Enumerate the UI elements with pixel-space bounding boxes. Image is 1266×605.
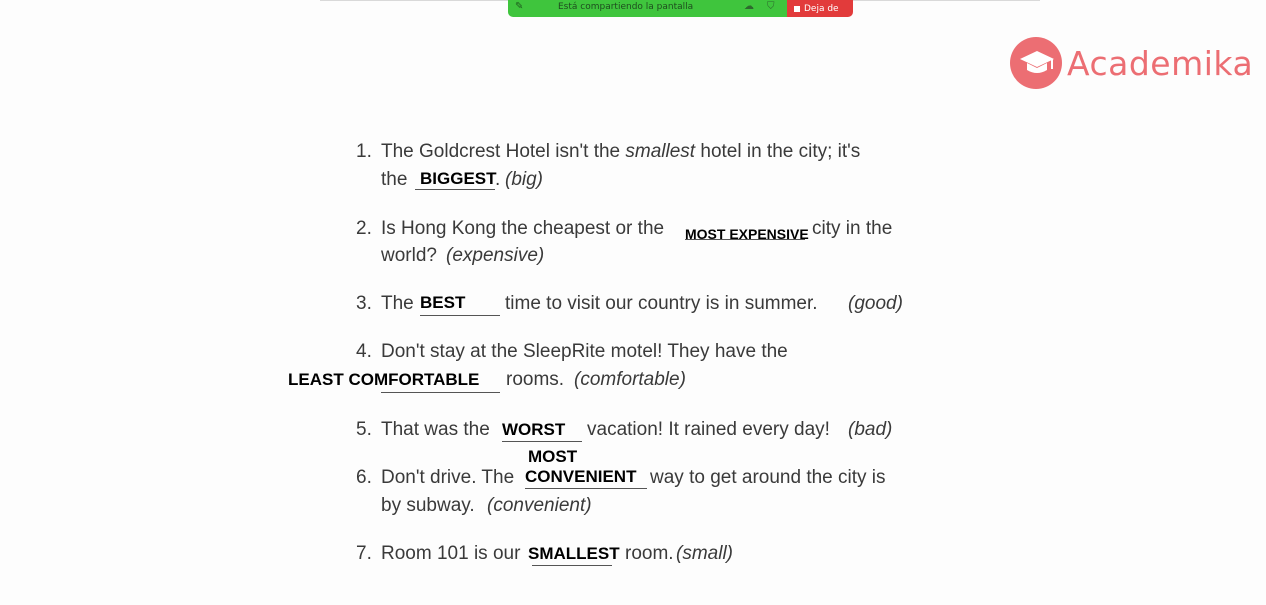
- item-4-line-1a: Don't stay at the SleepRite motel! They have the: [381, 341, 788, 362]
- item-1-text-b: hotel in the city; it's: [695, 141, 861, 162]
- item-2-answer: MOST EXPENSIVE: [685, 226, 809, 242]
- pin-icon[interactable]: ✎: [515, 1, 524, 12]
- item-6-line-1a: Don't drive. The: [381, 467, 515, 488]
- graduation-cap-icon: [1010, 37, 1062, 89]
- item-3-answer: BEST: [420, 293, 466, 312]
- item-4-number: 4.: [356, 341, 372, 362]
- academika-logo: [1010, 37, 1253, 89]
- stop-share-button[interactable]: [787, 0, 853, 17]
- item-1-answer: BIGGEST: [420, 169, 497, 188]
- item-6-blank[interactable]: [525, 488, 647, 489]
- item-1-number: 1.: [356, 141, 372, 162]
- item-5-blank[interactable]: [502, 441, 582, 442]
- shield-icon[interactable]: ⛉: [767, 1, 775, 12]
- item-3-number: 3.: [356, 293, 372, 314]
- stop-share-label: Deja de: [804, 3, 839, 14]
- cloud-icon[interactable]: ☁: [744, 1, 754, 12]
- item-2-number: 2.: [356, 218, 372, 239]
- item-4-hint: (comfortable): [574, 369, 686, 390]
- item-5-hint: (bad): [848, 419, 893, 440]
- item-1-emphasis: smallest: [625, 141, 696, 162]
- item-4-blank[interactable]: [381, 392, 500, 393]
- item-6-line-2a: by subway.: [381, 495, 475, 516]
- item-7-line-1a: Room 101 is our: [381, 543, 521, 564]
- item-7-number: 7.: [356, 543, 372, 564]
- item-6-line-1b: way to get around the city is: [650, 467, 886, 488]
- item-3-line-1b: time to visit our country is in summer.: [505, 293, 818, 314]
- logo-text: Academika: [1067, 43, 1254, 83]
- item-1-text-a: The Goldcrest Hotel isn't the: [381, 141, 626, 162]
- item-1-line-1: [381, 141, 860, 163]
- item-6-hint: (convenient): [487, 495, 592, 516]
- item-2-line-1a: Is Hong Kong the cheapest or the: [381, 218, 665, 239]
- item-5-line-1a: That was the: [381, 419, 490, 440]
- screen-share-bar: [508, 0, 853, 17]
- item-3-line-1a: The: [381, 293, 414, 314]
- item-3-blank[interactable]: [420, 315, 500, 316]
- item-5-line-1b: vacation! It rained every day!: [587, 419, 830, 440]
- item-6-number: 6.: [356, 467, 372, 488]
- item-1-line-2a: the: [381, 169, 408, 190]
- share-status-area: [508, 0, 787, 17]
- item-2-line-2a: world?: [381, 245, 437, 266]
- item-4-line-2b: rooms.: [506, 369, 565, 390]
- item-7-line-1b: room.: [625, 543, 674, 564]
- item-2-hint: (expensive): [446, 245, 545, 266]
- item-7-answer: SMALLEST: [528, 544, 620, 563]
- item-1-period: .: [495, 169, 501, 190]
- item-6-answer-top: MOST: [528, 447, 578, 466]
- stop-icon: [794, 6, 800, 12]
- item-3-hint: (good): [848, 293, 903, 314]
- item-1-hint: (big): [505, 169, 544, 190]
- item-7-hint: (small): [676, 543, 733, 564]
- item-1-blank[interactable]: [415, 189, 495, 190]
- item-2-line-1b: city in the: [812, 218, 893, 239]
- item-6-answer: CONVENIENT: [525, 467, 637, 486]
- item-4-answer: LEAST COMFORTABLE: [288, 370, 480, 389]
- item-5-answer: WORST: [502, 420, 566, 439]
- share-status-text: Está compartiendo la pantalla: [558, 2, 694, 12]
- item-5-number: 5.: [356, 419, 372, 440]
- item-7-blank[interactable]: [532, 565, 612, 566]
